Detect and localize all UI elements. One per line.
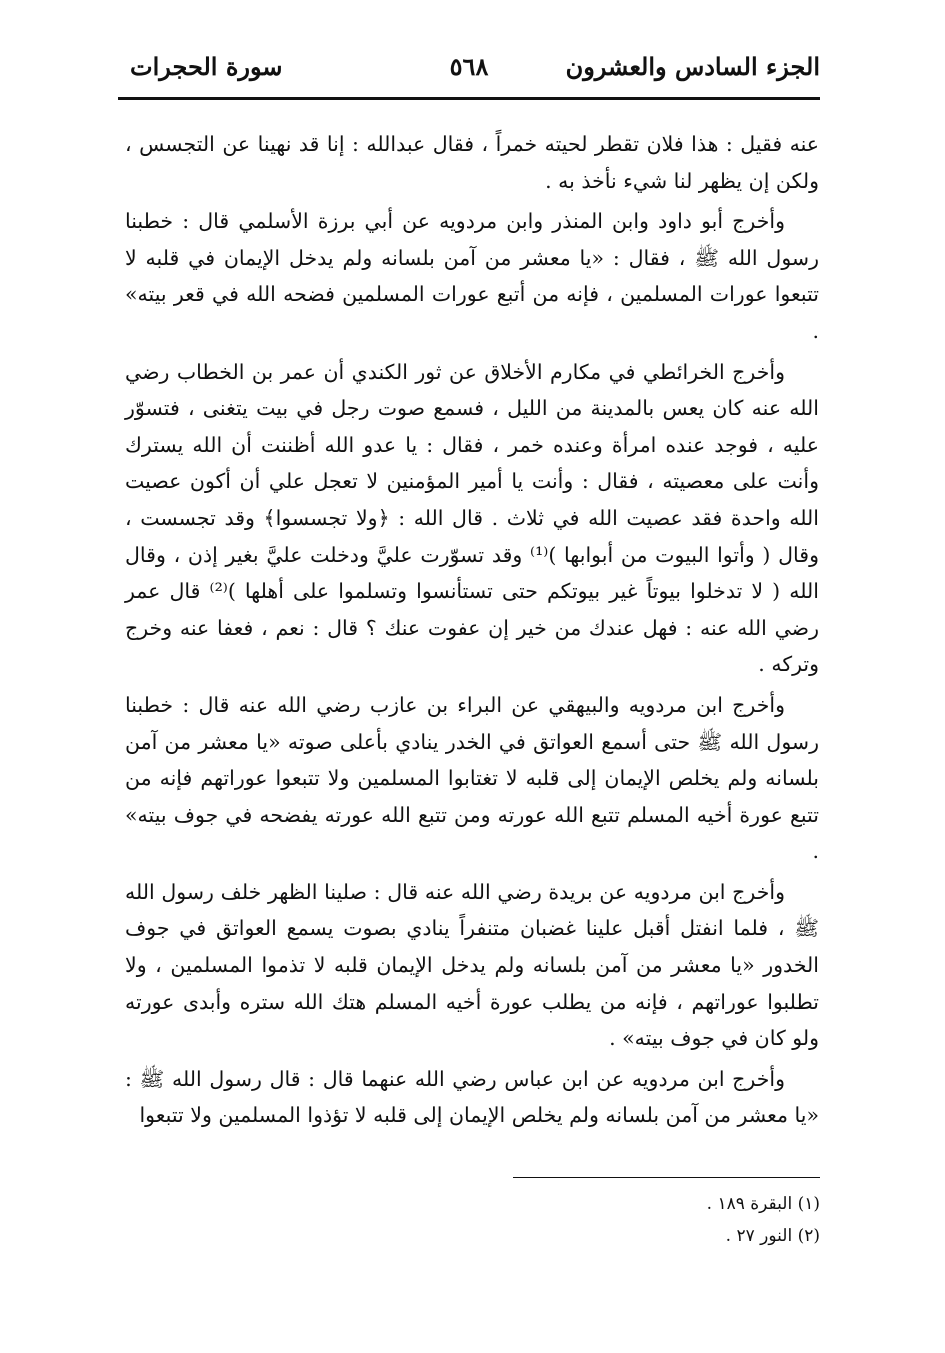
footnote: (٢) النور ٢٧ . bbox=[725, 1226, 820, 1246]
body-text bbox=[125, 126, 819, 1134]
paragraph: وأخرج ابن مردويه عن ابن عباس رضي الله عنهما قال : قال رسول الله ﷺ : «يا معشر من آمن بلسانه ولم يخلص الإيمان إلى قلبه لا تؤذوا المسلمين ولا تتبعوا bbox=[125, 1066, 819, 1128]
paragraph: وأخرج ابن مردويه عن بريدة رضي الله عنه قال : صلينا الظهر خلف رسول الله ﷺ ، فلما انفتل أقبل علينا غضبان متنفراً ينادي بصوت يسمع العواتق في جوف الخدور «يا معشر من آمن بلسانه ولم يدخل الإيمان قلبه لا تذموا المسلمين ، ولا تطلبوا عوراتهم ، فإنه من يطلب عورة أخيه المسلم هتك الله ستره وأبدى عورته ولو كان في جوف بيته» . bbox=[125, 879, 819, 1051]
paragraph: وأخرج ابن مردويه والبيهقي عن البراء بن عازب رضي الله عنه قال : خطبنا رسول الله ﷺ حتى أسمع العواتق في الخدر ينادي بأعلى صوته «يا معشر من آمن بلسانه ولم يخلص الإيمان إلى قلبه لا تغتابوا المسلمين ولا تتبعوا عوراتهم فإنه من تتبع عورة أخيه المسلم تتبع الله عورته ومن تتبع الله عورته يفضحه في جوف بيته» . bbox=[125, 692, 819, 864]
footnotes bbox=[520, 1188, 820, 1252]
footnote-rule bbox=[513, 1177, 820, 1178]
surah-title: سورة الحجرات bbox=[130, 52, 283, 81]
paragraph: وأخرج الخرائطي في مكارم الأخلاق عن ثور الكندي أن عمر بن الخطاب رضي الله عنه كان يعس بالمدينة من الليل ، فسمع صوت رجل في بيت يتغنى ، فتسوّر عليه ، فوجد عنده امرأة وعنده خمر ، فقال : يا عدو الله أظننت أن الله يسترك وأنت على معصيته ، فقال : وأنت يا أمير المؤمنين لا تعجل علي أن أكون عصيت الله واحدة فقد عصيت الله في ثلاث . قال الله : ﴿ولا تجسسوا﴾ وقد تجسست ، وقال ( وأتوا البيوت من أبوابها )⁽¹⁾ وقد تسوّرت عليَّ ودخلت عليَّ بغير إذن ، وقال الله ( لا تدخلوا بيوتاً غير بيوتكم حتى تستأنسوا وتسلموا على أهلها )⁽²⁾ قال عمر رضي الله عنه : فهل عندك من خير إن عفوت عنك ؟ قال : نعم ، فعفا عنه وخرج وتركه . bbox=[125, 359, 819, 677]
paragraph: وأخرج أبو داود وابن المنذر وابن مردويه عن أبي برزة الأسلمي قال : خطبنا رسول الله ﷺ ، فقال : «يا معشر من آمن بلسانه ولم يدخل الإيمان في قلبه لا تتبعوا عورات المسلمين ، فإنه من أتبع عورات المسلمين فضحه الله في قعر بيته» . bbox=[125, 209, 819, 343]
page-header bbox=[118, 48, 820, 92]
header-rule bbox=[118, 97, 820, 100]
paragraph: عنه فقيل : هذا فلان تقطر لحيته خمراً ، فقال عبدالله : إنا قد نهينا عن التجسس ، ولكن إن يظهر لنا شيء نأخذ به . bbox=[125, 132, 819, 193]
page-number: ٥٦٨ bbox=[449, 52, 489, 81]
footnote: (١) البقرة ١٨٩ . bbox=[706, 1194, 820, 1214]
part-title: الجزء السادس والعشرون bbox=[565, 52, 820, 81]
